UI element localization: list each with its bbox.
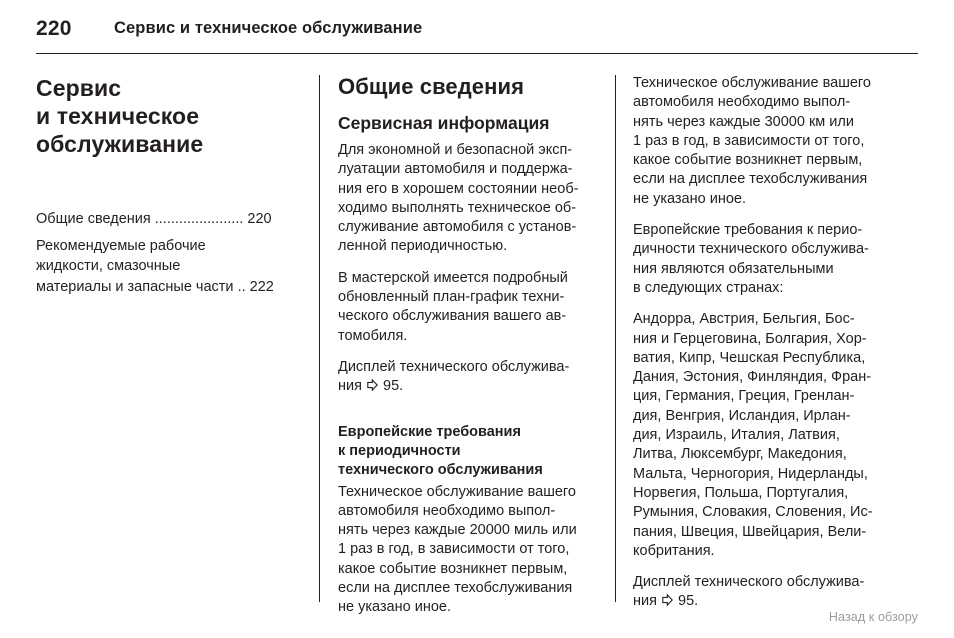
column-divider-left <box>319 75 320 602</box>
paragraph-line: не указано иное. <box>338 599 451 616</box>
paragraph-line: ния и Герцеговина, Болгария, Хор- <box>633 330 867 347</box>
paragraph-line: луатации автомобиля и поддержа- <box>338 161 573 178</box>
paragraph-line: Норвегия, Польша, Португалия, <box>633 484 849 501</box>
country-list-paragraph <box>633 310 905 561</box>
paragraph-line: Для экономной и безопасной эксп- <box>338 142 573 158</box>
paragraph-line: дия, Израиль, Италия, Латвия, <box>633 427 840 444</box>
paragraph-line: в следующих странах: <box>633 279 784 296</box>
page-header <box>0 0 954 54</box>
subsection-title-line: Сервисная информация <box>338 113 550 133</box>
page-number: 220 <box>36 17 72 40</box>
middle-column <box>338 74 600 618</box>
section-title: Общие сведения <box>338 74 525 99</box>
subsection-title-line: технического обслуживания <box>338 461 543 478</box>
subsection-title-line: к периодичности <box>338 442 461 459</box>
page-title: Сервис и техническое обслуживание <box>114 19 423 37</box>
left-column <box>36 74 304 297</box>
column-divider-right <box>615 75 616 602</box>
paragraph-line: дия, Венгрия, Исландия, Ирлан- <box>633 407 851 424</box>
paragraph-line: Дания, Эстония, Финляндия, Фран- <box>633 369 872 386</box>
body-paragraph <box>338 483 600 618</box>
paragraph-line: автомобиля необходимо выпол- <box>338 502 556 519</box>
paragraph-line: не указано иное. <box>633 190 746 207</box>
paragraph-line: нять через каждые 20000 миль или <box>338 522 577 539</box>
toc-entry-line: Общие сведения ...................... 220 <box>36 211 272 227</box>
paragraph-line: Техническое обслуживание вашего <box>633 75 871 91</box>
chapter-title-line: и техническое <box>36 103 200 129</box>
paragraph-line: ния являются обязательными <box>633 260 834 277</box>
paragraph-line: обновленный план-график техни- <box>338 289 565 306</box>
paragraph-line: ватия, Кипр, Чешская Республика, <box>633 349 866 366</box>
cross-reference-line[interactable] <box>633 592 905 611</box>
paragraph-line: Андорра, Австрия, Бельгия, Бос- <box>633 311 855 328</box>
toc-entry-line: жидкости, смазочные <box>36 258 181 274</box>
paragraph-line: В мастерской имеется подробный <box>338 269 568 286</box>
paragraph-line: Техническое обслуживание вашего <box>338 483 576 500</box>
cross-reference-paragraph <box>633 573 905 612</box>
right-column <box>633 74 905 612</box>
paragraph-line: если на дисплее техобслуживания <box>633 171 868 188</box>
paragraph-line: кобритания. <box>633 542 715 559</box>
toc-entry-line: материалы и запасные части .. 222 <box>36 278 274 295</box>
paragraph-line: Литва, Люксембург, Македония, <box>633 446 847 463</box>
body-paragraph <box>633 74 905 209</box>
paragraph-line: пания, Швеция, Швейцария, Вели- <box>633 523 867 540</box>
paragraph-spacer <box>338 409 600 423</box>
body-paragraph <box>338 141 600 257</box>
paragraph-line: Европейские требования к перио- <box>633 222 863 239</box>
paragraph-line: Мальта, Черногория, Нидерланды, <box>633 465 868 482</box>
paragraph-line: автомобиля необходимо выпол- <box>633 94 851 111</box>
toc-entry[interactable] <box>36 209 304 230</box>
cross-reference-arrow-icon <box>662 594 673 606</box>
cross-reference-page: 95. <box>674 593 699 610</box>
cross-reference-prefix: ния <box>338 378 366 395</box>
paragraph-line: какое событие возникнет первым, <box>338 560 568 577</box>
cross-reference-paragraph <box>338 358 600 397</box>
paragraph-line: какое событие возникнет первым, <box>633 152 863 169</box>
body-paragraph <box>338 269 600 346</box>
subsection-title-line: Европейские требования <box>338 423 521 440</box>
chapter-title <box>36 74 304 158</box>
paragraph-line: служивание автомобиля с установ- <box>338 219 577 236</box>
subsection-title-bold <box>338 423 600 480</box>
cross-reference-line[interactable] <box>338 377 600 396</box>
paragraph-line: дичности технического обслужива- <box>633 241 869 258</box>
paragraph-line: 1 раз в год, в зависимости от того, <box>338 541 570 558</box>
toc-entry[interactable] <box>36 236 304 298</box>
chapter-title-line: Сервис <box>36 75 122 101</box>
header-divider-rule <box>36 53 918 54</box>
back-to-overview-link[interactable]: Назад к обзору <box>828 610 918 624</box>
paragraph-line: Дисплей технического обслужива- <box>633 574 865 591</box>
paragraph-line: ния его в хорошем состоянии необ- <box>338 180 579 197</box>
chapter-title-line: обслуживание <box>36 131 204 157</box>
paragraph-line: 1 раз в год, в зависимости от того, <box>633 132 865 149</box>
body-paragraph <box>633 221 905 298</box>
subsection-title <box>338 112 600 134</box>
paragraph-line: ческого обслуживания вашего ав- <box>338 308 567 325</box>
toc-entry-line: Рекомендуемые рабочие <box>36 237 206 254</box>
cross-reference-arrow-icon <box>367 379 378 391</box>
table-of-contents <box>36 209 304 297</box>
paragraph-line: Дисплей технического обслужива- <box>338 358 570 375</box>
paragraph-line: Румыния, Словакия, Словения, Ис- <box>633 504 873 521</box>
cross-reference-page: 95. <box>379 378 404 395</box>
paragraph-line: ходимо выполнять техническое об- <box>338 199 577 216</box>
paragraph-line: томобиля. <box>338 327 408 344</box>
cross-reference-prefix: ния <box>633 593 661 610</box>
paragraph-line: нять через каждые 30000 км или <box>633 113 854 130</box>
paragraph-line: если на дисплее техобслуживания <box>338 580 573 597</box>
paragraph-line: ция, Германия, Греция, Гренлан- <box>633 388 855 405</box>
paragraph-line: ленной периодичностью. <box>338 238 508 255</box>
